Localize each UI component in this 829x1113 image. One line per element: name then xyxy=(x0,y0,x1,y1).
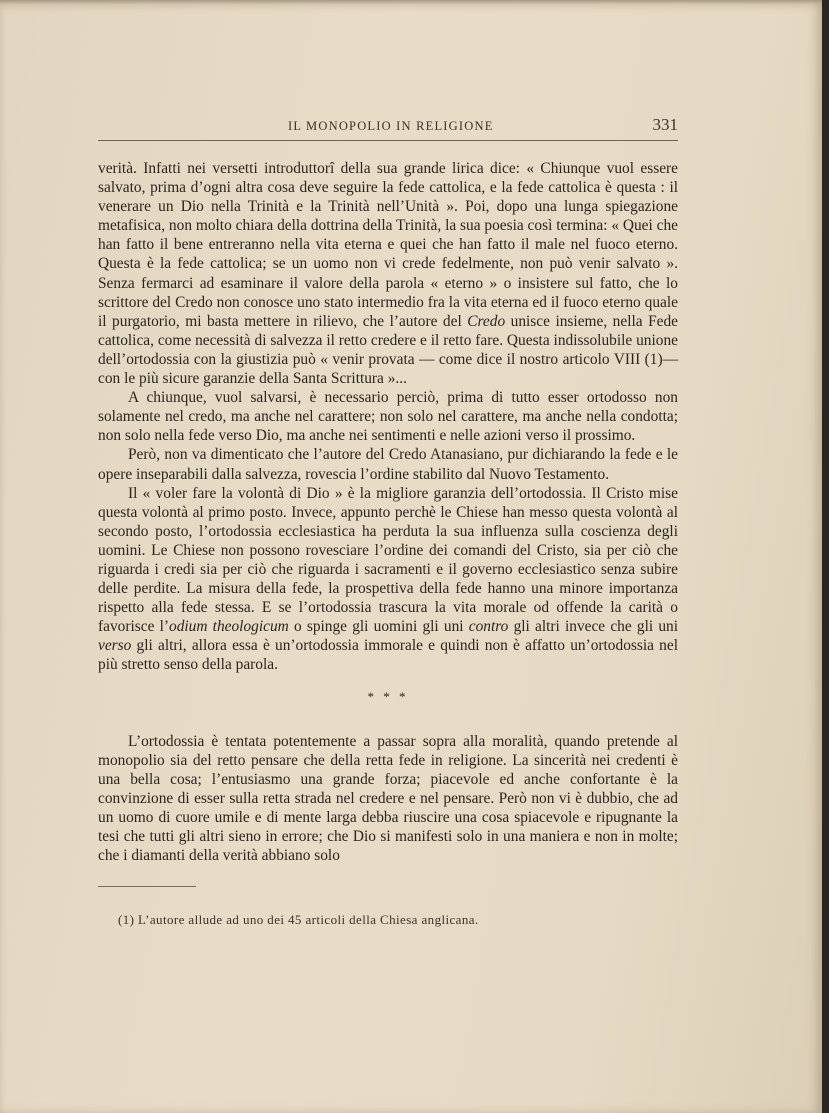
italic-credo: Credo xyxy=(467,312,506,330)
text-run: gli altri, allora essa è un’ortodossia immorale e quindi non è affatto un’ortodossia nel più stretto senso della parola. xyxy=(98,637,678,674)
section-separator: * * * xyxy=(367,688,409,704)
body-text xyxy=(98,159,678,865)
italic-verso: verso xyxy=(98,637,132,655)
header-rule xyxy=(98,140,678,141)
running-head xyxy=(98,115,678,137)
text-run: Il « voler fare la volontà di Dio » è la migliore garanzia dell’ortodossia. Il Cristo mise questa volontà al primo posto. Invece, appunto perchè le Chiese han messo questa volontà al secondo posto, l’ortodossia ecclesiastica ha perduta la sua influenza sulla coscienza degli uomini. Le Chiese non possono rovesciare l’ordine dei comandi del Cristo, sia per ciò che riguarda i credi sia per ciò che riguarda i sacramenti e il governo ecclesiastico senza subire delle perdite. La misura della fede, la prospettiva della fede hanno una minore importanza rispetto alla fede stessa. E se l’ortodossia trascura la vita morale od offende la carità o favorisce l’ xyxy=(98,484,678,636)
paragraph-1 xyxy=(98,159,678,388)
italic-contro: contro xyxy=(468,618,509,636)
text-run: verità. Infatti nei versetti introduttorî della sua grande lirica dice: « Chiunque vuol essere salvato, prima d’ogni altra cosa deve seguire la fede cattolica, e la fede cattolica è questa : il venerare un Dio nella Trinità e la Trinità nell’Unità ». Poi, dopo una lunga spiegazione metafisica, non molto chiara della dottrina della Trinità, la sua poesia così termina: « Quei che han fatto il bene entreranno nella vita eterna e quei che han fatto il male nel fuoco eterno. Questa è la fede cattolica; se un uomo non vi crede fedelmente, non può venir salvato ». Senza fermarci ad esaminare il valore della parola « eterno » o insistere sul fatto, che lo scrittore del Credo non conosce uno stato intermedio fra la vita eterna ed il fuoco eterno quale il purgatorio, mi basta mettere in rilievo, che l’autore del xyxy=(98,160,678,330)
paragraph-3: Però, non va dimenticato che l’autore del Credo Atanasiano, pur dichiarando la fede e le opere inseparabili dalla salvezza, rovescia l’ordine stabilito dal Nuovo Testamento. xyxy=(98,446,678,483)
page-number: 331 xyxy=(652,115,678,134)
text-run: gli altri invece che gli uni xyxy=(508,618,678,636)
footnote: (1) L’autore allude ad uno dei 45 articoli della Chiesa anglicana. xyxy=(118,912,479,927)
footnote-rule xyxy=(98,886,196,887)
text-run: o spinge gli uomini gli uni xyxy=(288,618,469,636)
italic-odium: odium theologicum xyxy=(169,618,289,636)
paragraph-4 xyxy=(98,484,678,675)
paragraph-2: A chiunque, vuol salvarsi, è necessario perciò, prima di tutto esser ortodosso non solamente nel credo, ma anche nel carattere; non solo nel carattere, ma anche nella condotta; non solo nella fede verso Dio, ma anche nei sentimenti e nelle azioni verso il prossimo. xyxy=(98,389,678,445)
page-edge-shadow xyxy=(0,0,822,4)
running-title: IL MONOPOLIO IN RELIGIONE xyxy=(288,119,494,133)
paragraph-5: L’ortodossia è tentata potentemente a passar sopra alla moralità, quando pretende al monopolio sia del retto pensare che della retta fede in religione. La sincerità nei credenti è una bella cosa; l’entusiasmo una grande forza; piacevole ed anche confortante è la convinzione di esser sulla retta strada nel credere e nel pensare. Però non vi è dubbio, che ad un uomo di cuore umile e di mente larga debba riuscire una cosa spiacevole e ripugnante la tesi che tutti gli altri sieno in errore; che Dio si manifesti solo in una maniera e non in molte; che i diamanti della verità abbiano solo xyxy=(98,732,678,865)
text-run: unisce insieme, nella Fede cattolica, come necessità di salvezza il retto credere e il retto fare. Questa indissolubile unione dell’ortodossia con la giustizia può « venir provata — come dice il nostro articolo VIII (1)— con le più sicure garanzie della Santa Scrittura »... xyxy=(98,312,678,388)
